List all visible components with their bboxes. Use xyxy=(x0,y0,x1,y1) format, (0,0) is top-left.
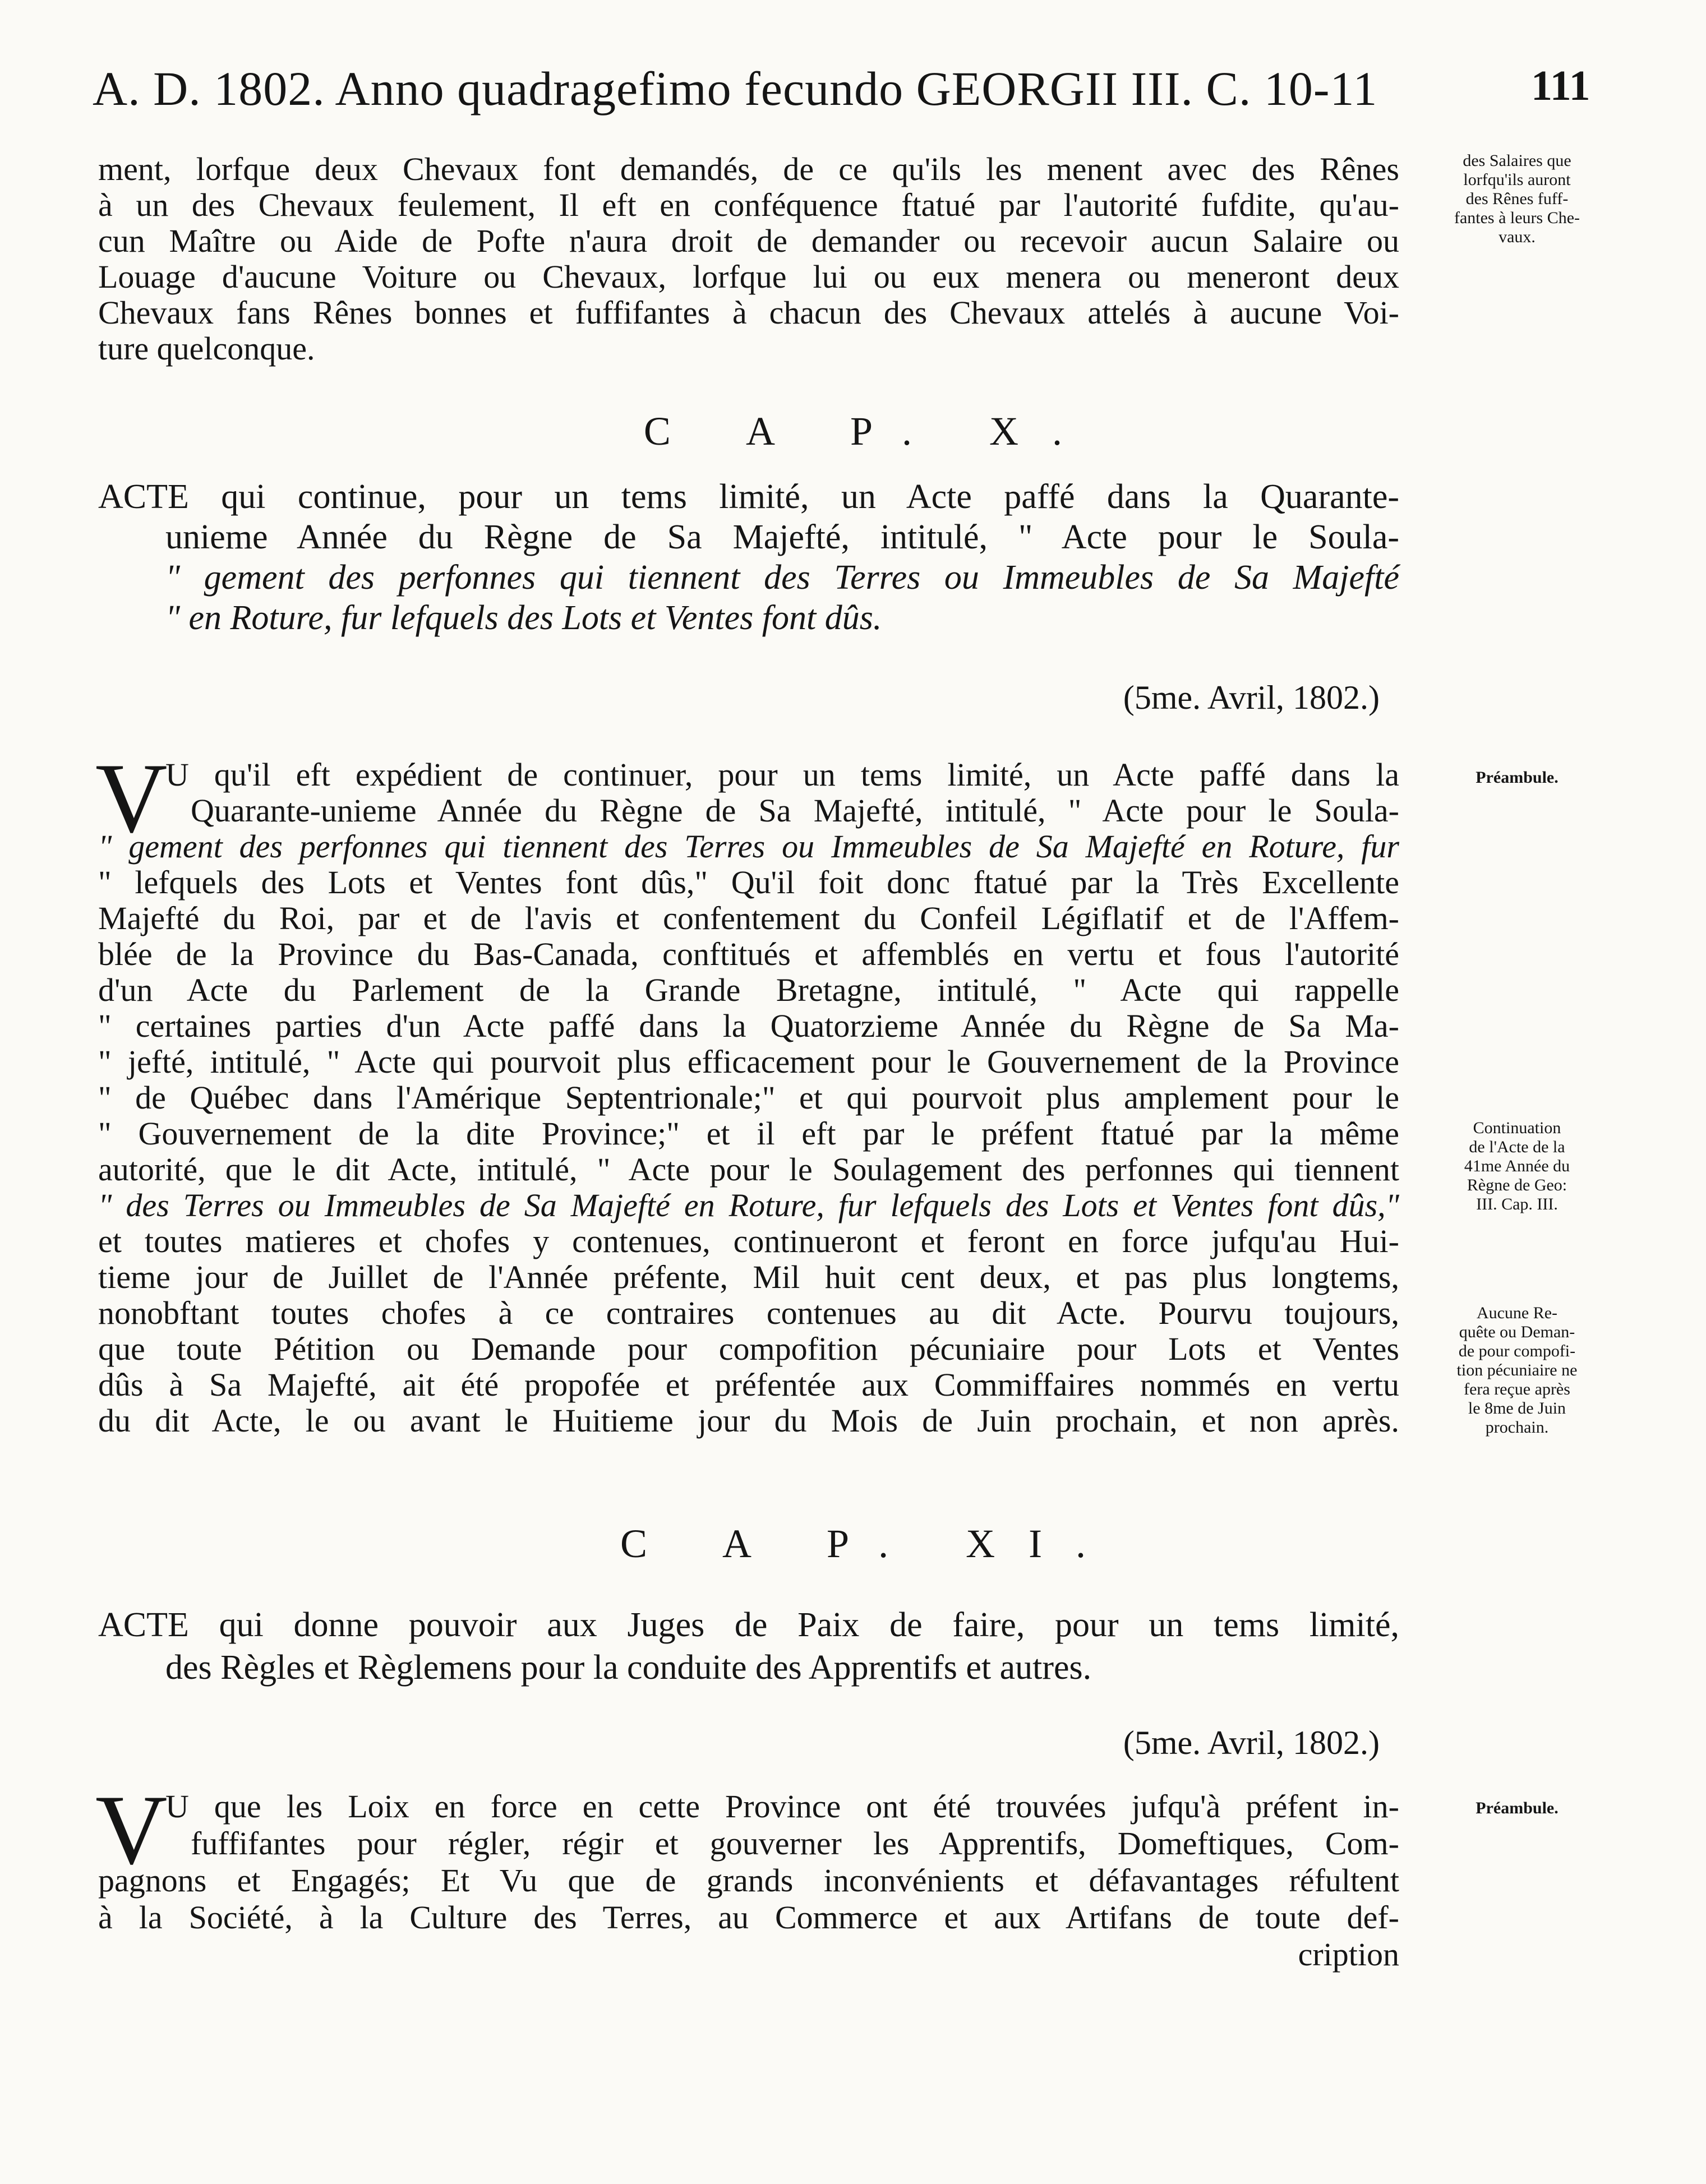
text-line: fuffifantes pour régler, régir et gouverner les Apprentifs, Domeftiques, Com- xyxy=(191,1825,1399,1862)
text-line: ment, lorfque deux Chevaux font demandés, de ce qu'ils les menent avec des Rênes xyxy=(98,151,1399,187)
margin-note-line: des Salaires que xyxy=(1463,151,1571,170)
text-line: " jefté, intitulé, " Acte qui pourvoit plus efficacement pour le Gouvernement de la Province xyxy=(98,1043,1399,1080)
title-line: ACTE qui donne pouvoir aux Juges de Paix de faire, pour un tems limité, xyxy=(98,1606,1399,1644)
margin-note-line: Règne de Geo: xyxy=(1467,1176,1567,1194)
text-line: Quarante-unieme Année du Règne de Sa Majefté, intitulé, " Acte pour le Soula- xyxy=(191,792,1399,829)
text-line: Chevaux fans Rênes bonnes et fuffifantes à chacun des Chevaux attelés à aucune Voi- xyxy=(98,294,1399,331)
margin-note-line: le 8me de Juin xyxy=(1468,1399,1566,1417)
margin-note-requete xyxy=(1424,1304,1610,1437)
enactment-date: (5me. Avril, 1802.) xyxy=(1123,1724,1380,1761)
margin-note-line: de pour compofi- xyxy=(1458,1342,1576,1360)
text-line: " lefquels des Lots et Ventes font dûs," Qu'il foit donc ftatué par la Très Excellente xyxy=(98,864,1399,901)
chapter-heading-xi: C A P. XI. xyxy=(620,1521,1120,1566)
text-line: U que les Loix en force en cette Province ont été trouvées jufqu'à préfent in- xyxy=(165,1788,1399,1825)
text-line: que toute Pétition ou Demande pour compofition pécuniaire pour Lots et Ventes xyxy=(98,1331,1399,1367)
text-line: du dit Acte, le ou avant le Huitieme jour du Mois de Juin prochain, et non après. xyxy=(98,1402,1399,1439)
text-line: Majefté du Roi, par et de l'avis et confentement du Confeil Légiflatif et de l'Affem- xyxy=(98,900,1399,936)
margin-note-preamble: Préambule. xyxy=(1476,1799,1559,1817)
margin-note-line: des Rênes fuff- xyxy=(1465,190,1569,208)
title-line: unieme Année du Règne de Sa Majefté, intitulé, " Acte pour le Soula- xyxy=(165,518,1399,556)
margin-note-line: Aucune Re- xyxy=(1476,1304,1558,1322)
margin-note-line: prochain. xyxy=(1485,1418,1549,1437)
text-line: blée de la Province du Bas-Canada, conftitués et affemblés en vertu et fous l'autorité xyxy=(98,936,1399,972)
catchword: cription xyxy=(1298,1936,1399,1973)
title-line: des Règles et Règlemens pour la conduite des Apprentifs et autres. xyxy=(165,1649,1092,1687)
margin-note-line: de l'Acte de la xyxy=(1469,1138,1565,1156)
text-line: tieme jour de Juillet de l'Année préfente, Mil huit cent deux, et pas plus longtems, xyxy=(98,1259,1399,1295)
margin-note-line: fera reçue après xyxy=(1464,1380,1570,1398)
chapter-heading-x: C A P. X. xyxy=(643,409,1096,454)
title-line: ACTE qui continue, pour un tems limité, un Acte paffé dans la Quarante- xyxy=(98,478,1399,516)
margin-note-line: vaux. xyxy=(1498,228,1536,246)
text-line: d'un Acte du Parlement de la Grande Bretagne, intitulé, " Acte qui rappelle xyxy=(98,972,1399,1008)
title-line: " gement des perfonnes qui tiennent des Terres ou Immeubles de Sa Majefté xyxy=(165,558,1399,597)
text-line: " des Terres ou Immeubles de Sa Majefté en Roture, fur lefquels des Lots et Ventes font dûs," xyxy=(98,1187,1399,1223)
margin-note-preamble: Préambule. xyxy=(1476,768,1559,787)
margin-note-line: quête ou Deman- xyxy=(1459,1323,1575,1341)
drop-cap: V xyxy=(95,742,168,853)
text-line: Louage d'aucune Voiture ou Chevaux, lorfque lui ou eux menera ou meneront deux xyxy=(98,258,1399,295)
page-number: 111 xyxy=(1531,62,1590,109)
text-line: autorité, que le dit Acte, intitulé, " Acte pour le Soulagement des perfonnes qui tiennent xyxy=(98,1151,1399,1188)
running-head: A. D. 1802. Anno quadragefimo fecundo GEORGII III. C. 10-11 xyxy=(93,62,1378,116)
text-line: dûs à Sa Majefté, ait été propofée et préfentée aux Commiffaires nommés en vertu xyxy=(98,1366,1399,1403)
text-line: à un des Chevaux feulement, Il eft en conféquence ftatué par l'autorité fufdite, qu'au- xyxy=(98,187,1399,223)
margin-note-line: fantes à leurs Che- xyxy=(1454,209,1580,227)
text-line: " gement des perfonnes qui tiennent des Terres ou Immeubles de Sa Majefté en Roture, fur xyxy=(98,828,1399,865)
text-line: U qu'il eft expédient de continuer, pour un tems limité, un Acte paffé dans la xyxy=(165,756,1399,793)
margin-note-line: III. Cap. III. xyxy=(1476,1195,1558,1213)
text-line: " de Québec dans l'Amérique Septentrionale;" et qui pourvoit plus amplement pour le xyxy=(98,1079,1399,1116)
text-line: " Gouvernement de la dite Province;" et il eft par le préfent ftatué par la même xyxy=(98,1115,1399,1152)
margin-note-line: Continuation xyxy=(1473,1119,1561,1137)
margin-note-line: 41me Année du xyxy=(1464,1157,1570,1175)
margin-note-salaires xyxy=(1424,151,1610,247)
margin-note-line: tion pécuniaire ne xyxy=(1456,1361,1578,1379)
drop-cap: V xyxy=(95,1774,168,1885)
title-line: " en Roture, fur lefquels des Lots et Ventes font dûs. xyxy=(165,599,882,637)
text-line: et toutes matieres et chofes y contenues, continueront et feront en force jufqu'au Hui- xyxy=(98,1223,1399,1259)
text-line: nonobftant toutes chofes à ce contraires contenues au dit Acte. Pourvu toujours, xyxy=(98,1295,1399,1331)
text-line: pagnons et Engagés; Et Vu que de grands inconvénients et défavantages réfultent xyxy=(98,1862,1399,1899)
text-line: cun Maître ou Aide de Pofte n'aura droit de demander ou recevoir aucun Salaire ou xyxy=(98,223,1399,259)
margin-note-continuation xyxy=(1424,1119,1610,1214)
text-line: ture quelconque. xyxy=(98,330,315,367)
text-line: " certaines parties d'un Acte paffé dans la Quatorzieme Année du Règne de Sa Ma- xyxy=(98,1008,1399,1044)
margin-note-line: lorfqu'ils auront xyxy=(1463,170,1571,189)
text-line: à la Société, à la Culture des Terres, au Commerce et aux Artifans de toute def- xyxy=(98,1899,1399,1936)
enactment-date: (5me. Avril, 1802.) xyxy=(1123,679,1380,716)
